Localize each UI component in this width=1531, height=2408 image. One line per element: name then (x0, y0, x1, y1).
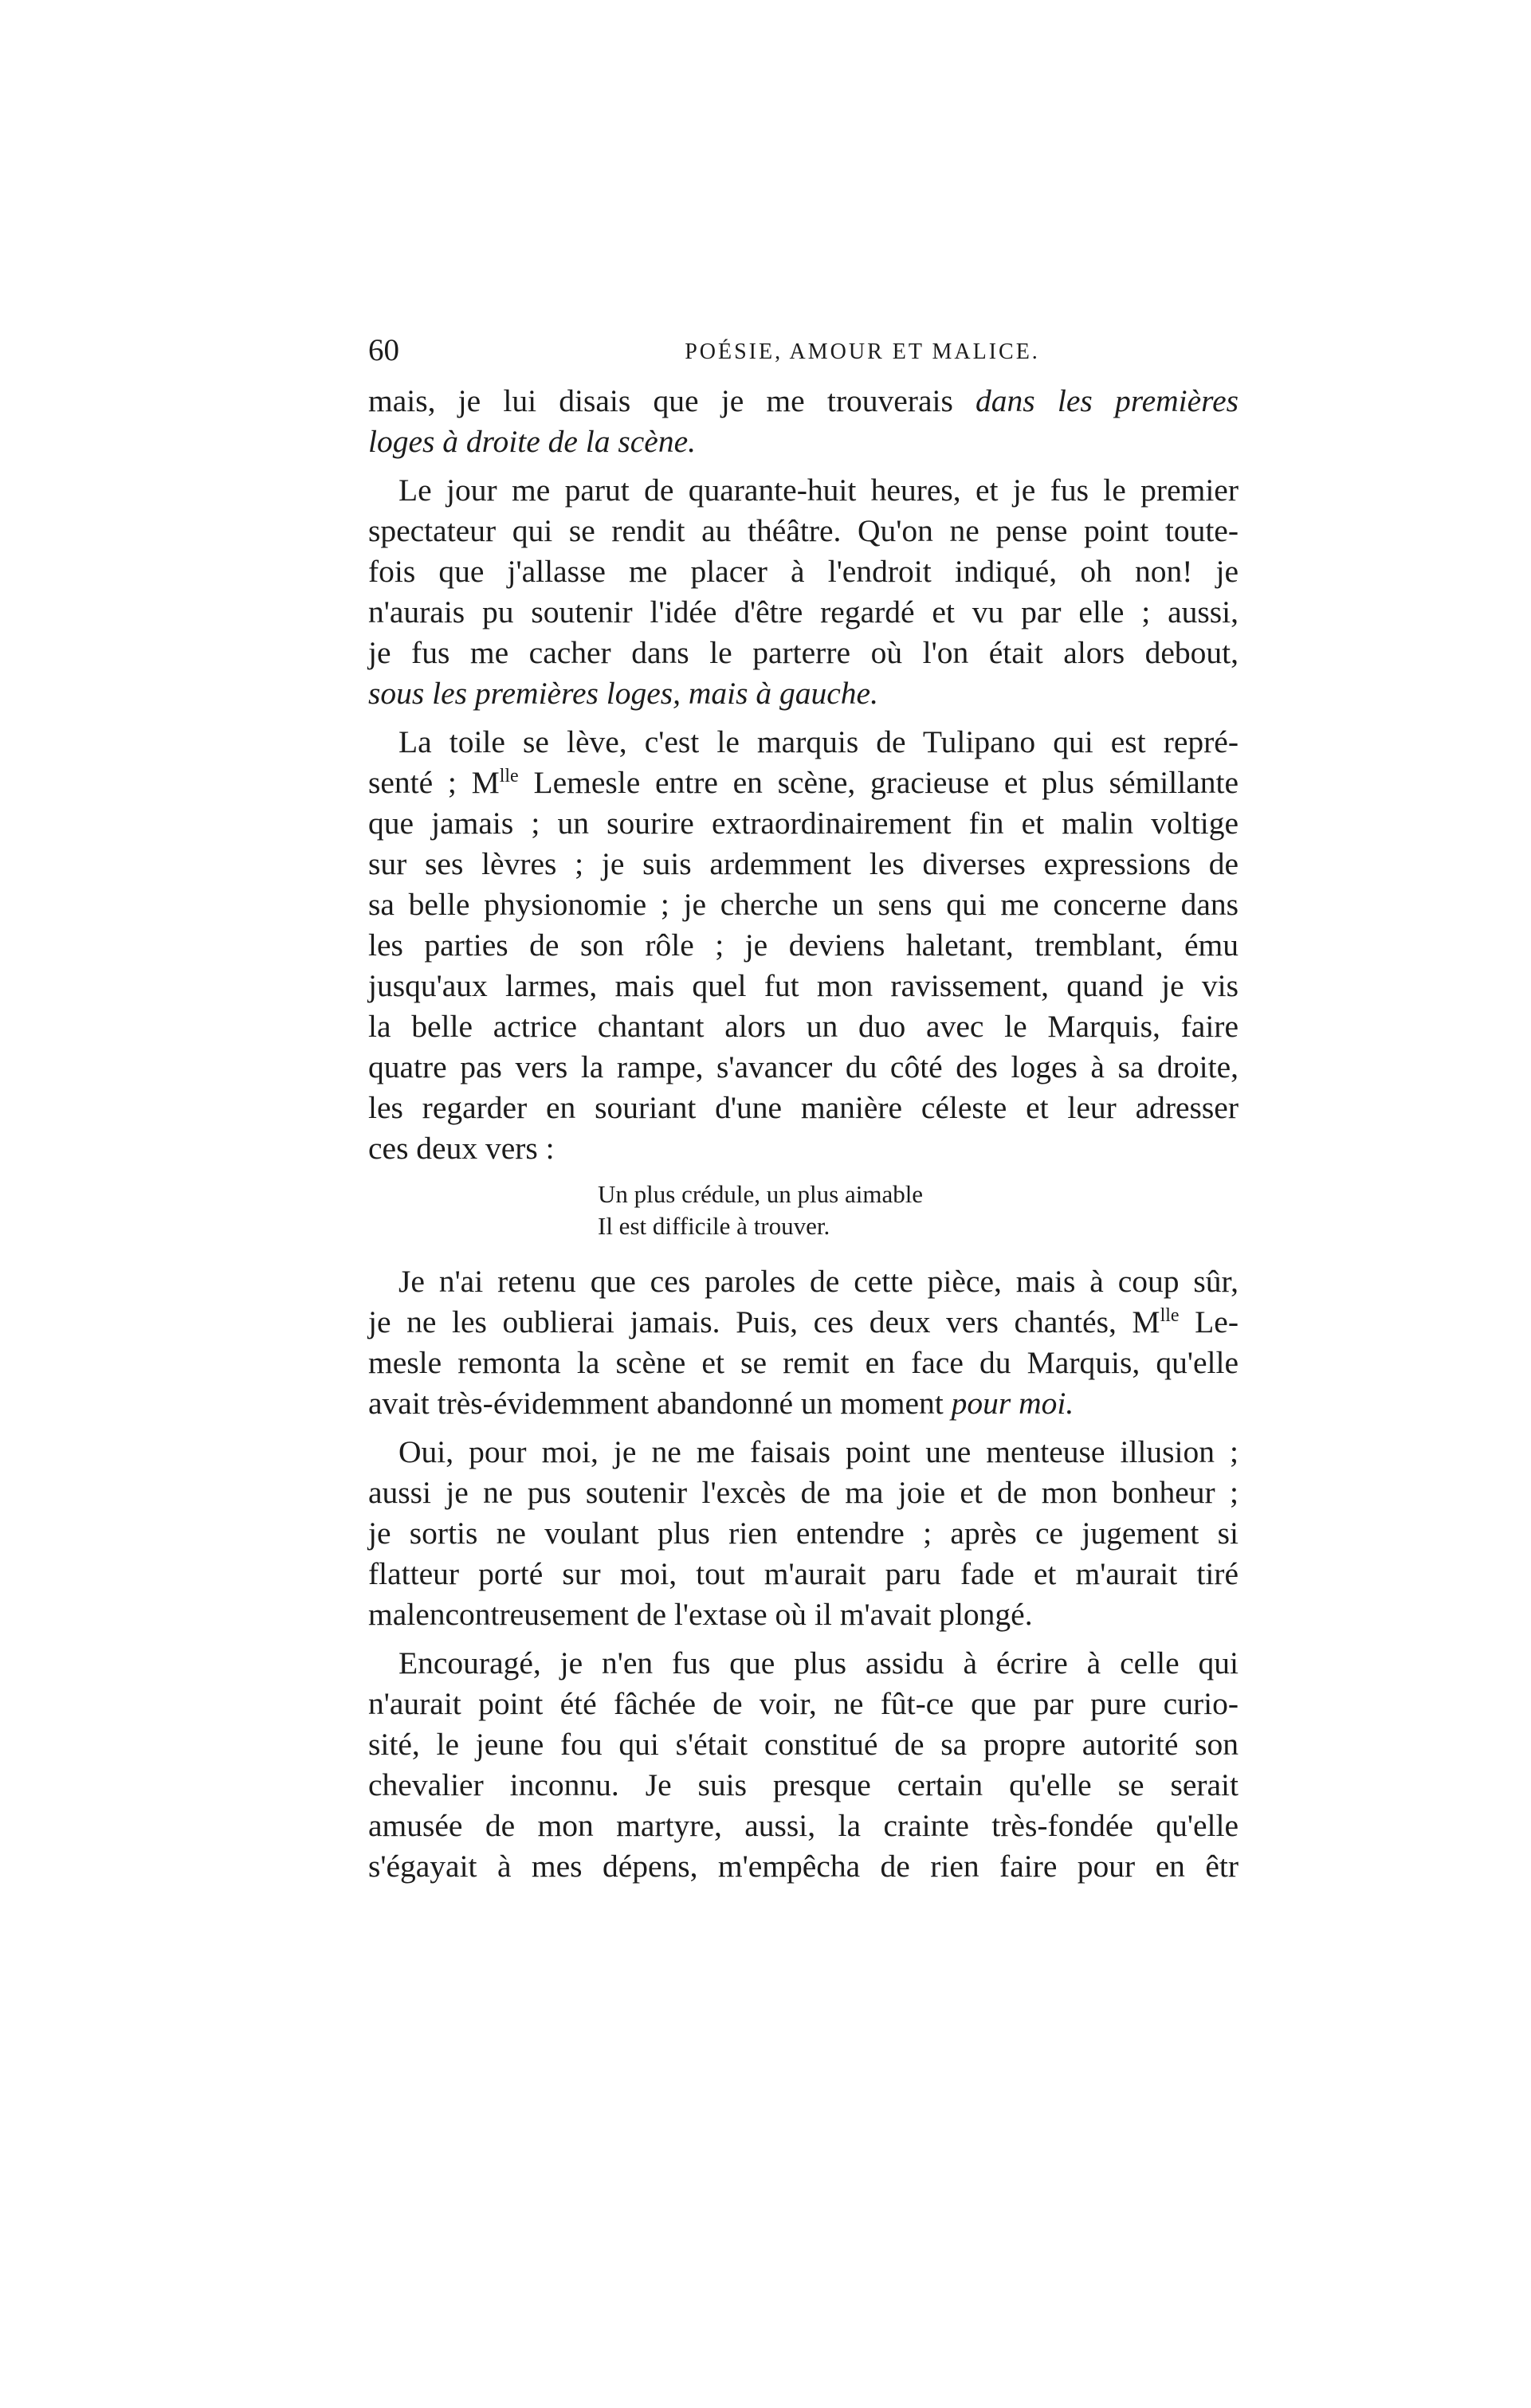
paragraph-start: La toile se lève, c'est le marquis de Tulipano qui est repré- (398, 724, 1239, 759)
page-number: 60 (368, 333, 399, 367)
running-title: POÉSIE, AMOUR ET MALICE. (685, 339, 1040, 364)
text-line: sité, le jeune fou qui s'était constitué de sa propre autorité son (368, 1727, 1239, 1762)
text-line: jusqu'aux larmes, mais quel fut mon ravissement, quand je vis (368, 968, 1239, 1003)
text-line: les regarder en souriant d'une manière céleste et leur adresser (368, 1090, 1239, 1125)
text-line: chevalier inconnu. Je suis presque certain qu'elle se serait (368, 1767, 1239, 1802)
text-line: malencontreusement de l'extase où il m'avait plongé. (368, 1597, 1033, 1632)
text-line: la belle actrice chantant alors un duo avec le Marquis, faire (368, 1009, 1239, 1044)
text-line: sa belle physionomie ; je cherche un sens qui me concerne dans (368, 887, 1239, 922)
text-line: sur ses lèvres ; je suis ardemment les diverses expressions de (368, 846, 1239, 881)
text-line: que jamais ; un sourire extraordinairement fin et malin voltige (368, 806, 1239, 841)
verse-line: Il est difficile à trouver. (598, 1212, 830, 1240)
text-line: senté ; $M^{lle}$ Lemesle entre en scène, gracieuse et plus sémillante (368, 765, 1239, 800)
paragraph-start: Encouragé, je n'en fus que plus assidu à écrire à celle qui (398, 1645, 1239, 1681)
text-line: ces deux vers : (368, 1131, 555, 1166)
text-line: aussi je ne pus soutenir l'excès de ma joie et de mon bonheur ; (368, 1475, 1239, 1510)
text-line: loges à droite de la scène. (368, 424, 696, 459)
text-line: flatteur porté sur moi, tout m'aurait paru fade et m'aurait tiré (368, 1556, 1239, 1591)
text-line: fois que j'allasse me placer à l'endroit indiqué, oh non! je (368, 554, 1239, 589)
text-line: spectateur qui se rendit au théâtre. Qu'on ne pense point toute- (368, 513, 1239, 548)
text-line: n'aurait point été fâchée de voir, ne fût-ce que par pure curio- (368, 1686, 1239, 1721)
page-body (368, 381, 1239, 1887)
text-line: mais, je lui disais que je me trouverais dans les premières (368, 383, 1239, 418)
text-line: sous les premières loges, mais à gauche. (368, 676, 878, 711)
text-line: les parties de son rôle ; je deviens haletant, tremblant, ému (368, 928, 1239, 963)
text-line: quatre pas vers la rampe, s'avancer du côté des loges à sa droite, (368, 1049, 1239, 1084)
text-line: n'aurais pu soutenir l'idée d'être regardé et vu par elle ; aussi, (368, 594, 1239, 629)
page-header (368, 327, 1239, 375)
verse-line: Un plus crédule, un plus aimable (598, 1180, 924, 1208)
text-line: je sortis ne voulant plus rien entendre ; après ce jugement si (368, 1516, 1239, 1551)
paragraph-start: Je n'ai retenu que ces paroles de cette pièce, mais à coup sûr, (398, 1264, 1239, 1299)
text-line: s'égayait à mes dépens, m'empêcha de rien faire pour en êtr (368, 1849, 1239, 1884)
text-line: amusée de mon martyre, aussi, la crainte très-fondée qu'elle (368, 1808, 1239, 1843)
paragraph-start: Oui, pour moi, je ne me faisais point une menteuse illusion ; (398, 1434, 1239, 1469)
text-line: je fus me cacher dans le parterre où l'on était alors debout, (368, 635, 1239, 670)
text-line: mesle remonta la scène et se remit en face du Marquis, qu'elle (368, 1345, 1239, 1380)
text-line: avait très-évidemment abandonné un moment pour moi. (368, 1386, 1074, 1421)
text-line: je ne les oublierai jamais. Puis, ces deux vers chantés, $M^{lle}$ Le- (368, 1304, 1239, 1339)
paragraph-start: Le jour me parut de quarante-huit heures, et je fus le premier (398, 473, 1239, 508)
